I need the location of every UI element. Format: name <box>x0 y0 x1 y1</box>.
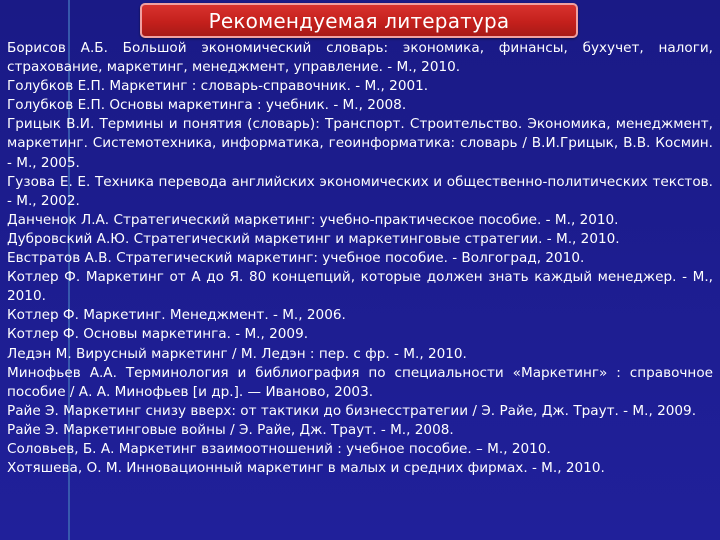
reference-item: Соловьев, Б. А. Маркетинг взаимоотношений : учебное пособие. – М., 2010. <box>7 440 551 457</box>
reference-item: Данченок Л.А. Стратегический маркетинг: учебно-практическое пособие. - М., 2010. <box>7 211 619 228</box>
reference-item: Голубков Е.П. Маркетинг : словарь-справочник. - М., 2001. <box>7 78 429 95</box>
reference-item: Гузова Е. Е. Техника перевода английских экономических и общественно-политических текстов. - М., 2002. <box>7 173 713 209</box>
reference-item: Хотяшева, О. М. Инновационный маркетинг в малых и средних фирмах. - М., 2010. <box>7 460 605 477</box>
reference-item: Котлер Ф. Маркетинг. Менеджмент. - М., 2006. <box>7 307 346 324</box>
reference-list <box>7 39 713 478</box>
reference-item: Райе Э. Маркетинговые войны / Э. Райе, Дж. Траут. - М., 2008. <box>7 421 454 438</box>
reference-item: Райе Э. Маркетинг снизу вверх: от тактики до бизнесстратегии / Э. Райе, Дж. Траут. - М., 2009. <box>7 402 697 419</box>
reference-item: Минофьев А.А. Терминология и библиография по специальности «Маркетинг» : справочное пособие / А. А. Минофьев [и др.]. — Иваново, 2003. <box>7 364 713 400</box>
reference-item: Евстратов А.В. Стратегический маркетинг: учебное пособие. - Волгоград, 2010. <box>7 250 585 267</box>
reference-item: Голубков Е.П. Основы маркетинга : учебник. - М., 2008. <box>7 97 407 114</box>
reference-item: Борисов А.Б. Большой экономический словарь: экономика, финансы, бухучет, налоги, страхование, маркетинг, менеджмент, управление. - М., 2010. <box>7 40 713 76</box>
reference-item: Котлер Ф. Маркетинг от А до Я. 80 концепций, которые должен знать каждый менеджер. - М., 2010. <box>7 269 713 305</box>
slide-title: Рекомендуемая литература <box>208 8 510 33</box>
reference-item: Дубровский А.Ю. Стратегический маркетинг и маркетинговые стратегии. - М., 2010. <box>7 230 620 247</box>
reference-item: Грицык В.И. Термины и понятия (словарь): Транспорт. Строительство. Экономика, менеджмент, маркетинг. Системотехника, информатика, геоинформатика: словарь / В.И.Грицык, В.В. Космин. - М., 2005. <box>7 116 713 171</box>
title-banner <box>140 3 578 38</box>
reference-item: Котлер Ф. Основы маркетинга. - М., 2009. <box>7 326 309 343</box>
reference-item: Ледэн М. Вирусный маркетинг / М. Ледэн : пер. с фр. - М., 2010. <box>7 345 467 362</box>
